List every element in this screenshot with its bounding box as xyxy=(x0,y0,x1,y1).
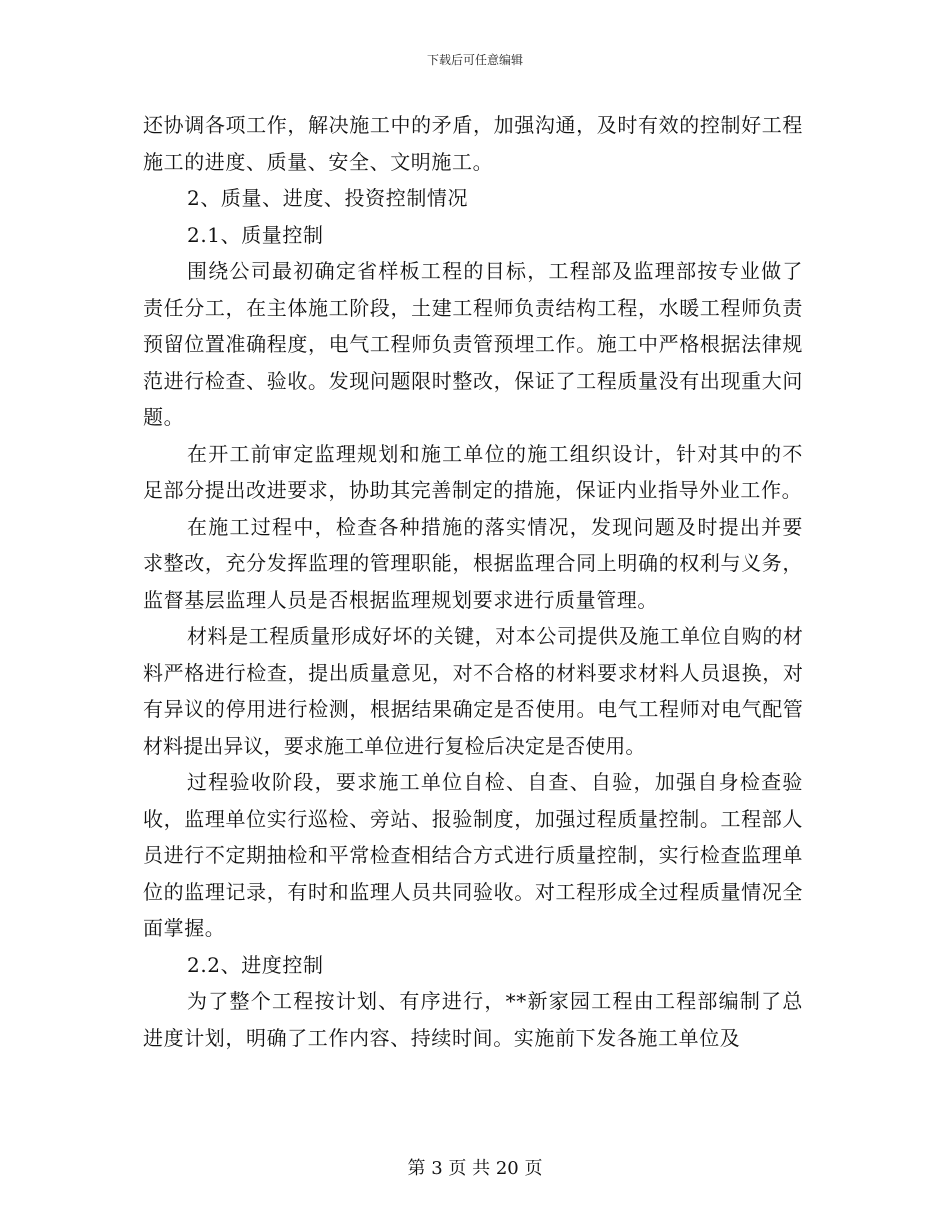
body-paragraph: 围绕公司最初确定省样板工程的目标，工程部及监理部按专业做了责任分工，在主体施工阶段，土建工程师负责结构工程，水暖工程师负责预留位置准确程度，电气工程师负责管预埋工作。施工中严格根据法律规范进行检查、验收。发现问题限时整改，保证了工程质量没有出现重大问题。 xyxy=(143,259,803,429)
page-body xyxy=(143,107,803,1056)
subsection-heading: 2.1、质量控制 xyxy=(187,222,324,247)
subsection-heading: 2.2、进度控制 xyxy=(187,952,324,977)
body-paragraph: 为了整个工程按计划、有序进行，**新家园工程由工程部编制了总进度计划，明确了工作内容、持续时间。实施前下发各施工单位及 xyxy=(143,989,803,1050)
body-paragraph: 还协调各项工作，解决施工中的矛盾，加强沟通，及时有效的控制好工程施工的进度、质量、安全、文明施工。 xyxy=(143,113,803,174)
page-header: 下载后可任意编辑 xyxy=(426,53,523,67)
page-footer: 第 3 页 共 20 页 xyxy=(407,1158,543,1179)
section-heading: 2、质量、进度、投资控制情况 xyxy=(187,186,469,210)
body-paragraph: 材料是工程质量形成好坏的关键，对本公司提供及施工单位自购的材料严格进行检查，提出质量意见，对不合格的材料要求材料人员退换，对有异议的停用进行检测，根据结果确定是否使用。电气工程师对电气配管材料提出异议，要求施工单位进行复检后决定是否使用。 xyxy=(143,624,803,758)
body-paragraph: 过程验收阶段，要求施工单位自检、自查、自验，加强自身检查验收，监理单位实行巡检、旁站、报验制度，加强过程质量控制。工程部人员进行不定期抽检和平常检查相结合方式进行质量控制，实行检查监理单位的监理记录，有时和监理人员共同验收。对工程形成全过程质量情况全面掌握。 xyxy=(143,770,803,940)
body-paragraph: 在开工前审定监理规划和施工单位的施工组织设计，针对其中的不足部分提出改进要求，协助其完善制定的措施，保证内业指导外业工作。 xyxy=(143,441,803,502)
body-paragraph: 在施工过程中，检查各种措施的落实情况，发现问题及时提出并要求整改，充分发挥监理的管理职能，根据监理合同上明确的权利与义务，监督基层监理人员是否根据监理规划要求进行质量管理。 xyxy=(143,514,803,612)
